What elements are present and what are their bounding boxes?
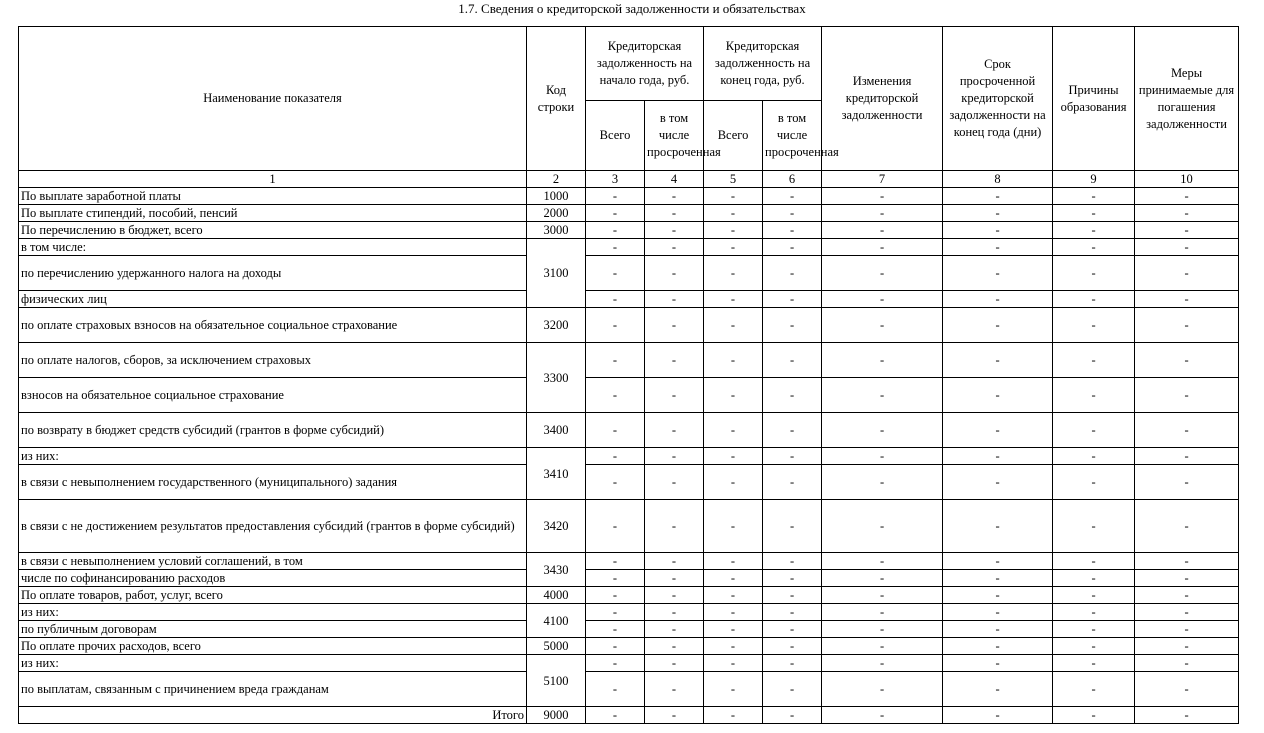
value-cell: - [1053, 500, 1135, 553]
value-cell: - [1053, 256, 1135, 291]
value-cell: - [822, 256, 943, 291]
value-cell: - [822, 655, 943, 672]
row-code: 3100 [527, 239, 586, 308]
value-cell: - [586, 256, 645, 291]
value-cell: - [586, 378, 645, 413]
value-cell: - [645, 448, 704, 465]
value-cell: - [645, 378, 704, 413]
header-end-of-year: Кредиторская задолженность на конец года, руб. [704, 27, 822, 101]
value-cell: - [1135, 587, 1239, 604]
value-cell: - [1135, 256, 1239, 291]
value-cell: - [1053, 655, 1135, 672]
row-name: По перечислению в бюджет, всего [19, 222, 527, 239]
table-row [19, 378, 1239, 413]
value-cell: - [822, 604, 943, 621]
value-cell: - [1135, 448, 1239, 465]
value-cell: - [822, 308, 943, 343]
value-cell: - [586, 553, 645, 570]
value-cell: - [822, 343, 943, 378]
value-cell: - [943, 655, 1053, 672]
value-cell: - [822, 707, 943, 724]
table-row [19, 222, 1239, 239]
value-cell: - [586, 291, 645, 308]
row-code: 3300 [527, 343, 586, 413]
table-row [19, 343, 1239, 378]
value-cell: - [704, 222, 763, 239]
value-cell: - [1135, 570, 1239, 587]
value-cell: - [822, 672, 943, 707]
value-cell: - [645, 343, 704, 378]
value-cell: - [586, 500, 645, 553]
value-cell: - [1053, 343, 1135, 378]
value-cell: - [645, 570, 704, 587]
header-end-overdue: в том числе просроченная [763, 101, 822, 171]
value-cell: - [704, 256, 763, 291]
value-cell: - [704, 291, 763, 308]
value-cell: - [943, 570, 1053, 587]
value-cell: - [943, 343, 1053, 378]
value-cell: - [1135, 553, 1239, 570]
row-code: 2000 [527, 205, 586, 222]
value-cell: - [645, 308, 704, 343]
value-cell: - [1053, 291, 1135, 308]
header-name: Наименование показателя [19, 27, 527, 171]
row-name: в связи с невыполнением государственного (муниципального) задания [19, 465, 527, 500]
table-row [19, 570, 1239, 587]
value-cell: - [1135, 378, 1239, 413]
table-row [19, 621, 1239, 638]
value-cell: - [822, 587, 943, 604]
row-name: По выплате заработной платы [19, 188, 527, 205]
value-cell: - [1053, 553, 1135, 570]
header-start-total: Всего [586, 101, 645, 171]
value-cell: - [763, 222, 822, 239]
value-cell: - [1053, 465, 1135, 500]
value-cell: - [763, 621, 822, 638]
value-cell: - [1053, 378, 1135, 413]
row-name: числе по софинансированию расходов [19, 570, 527, 587]
value-cell: - [763, 465, 822, 500]
value-cell: - [822, 413, 943, 448]
value-cell: - [763, 308, 822, 343]
value-cell: - [943, 707, 1053, 724]
value-cell: - [763, 291, 822, 308]
value-cell: - [763, 413, 822, 448]
value-cell: - [943, 239, 1053, 256]
value-cell: - [943, 621, 1053, 638]
row-name: по выплатам, связанным с причинением вреда гражданам [19, 672, 527, 707]
row-name: из них: [19, 448, 527, 465]
value-cell: - [1053, 222, 1135, 239]
row-code: 3000 [527, 222, 586, 239]
value-cell: - [1053, 604, 1135, 621]
value-cell: - [943, 604, 1053, 621]
value-cell: - [1053, 308, 1135, 343]
value-cell: - [822, 222, 943, 239]
row-name: физических лиц [19, 291, 527, 308]
col-number: 2 [527, 171, 586, 188]
table-row [19, 465, 1239, 500]
value-cell: - [704, 500, 763, 553]
value-cell: - [943, 378, 1053, 413]
header-code: Код строки [527, 27, 586, 171]
value-cell: - [704, 604, 763, 621]
table-row [19, 587, 1239, 604]
value-cell: - [586, 343, 645, 378]
col-number: 4 [645, 171, 704, 188]
value-cell: - [586, 707, 645, 724]
row-name: По оплате товаров, работ, услуг, всего [19, 587, 527, 604]
value-cell: - [1135, 343, 1239, 378]
value-cell: - [822, 500, 943, 553]
value-cell: - [1053, 448, 1135, 465]
value-cell: - [763, 672, 822, 707]
row-name: по возврату в бюджет средств субсидий (грантов в форме субсидий) [19, 413, 527, 448]
value-cell: - [943, 672, 1053, 707]
value-cell: - [586, 587, 645, 604]
col-number: 1 [19, 171, 527, 188]
value-cell: - [822, 239, 943, 256]
value-cell: - [704, 465, 763, 500]
row-name: из них: [19, 655, 527, 672]
value-cell: - [822, 291, 943, 308]
value-cell: - [586, 188, 645, 205]
value-cell: - [704, 413, 763, 448]
row-code: 3430 [527, 553, 586, 587]
value-cell: - [943, 188, 1053, 205]
value-cell: - [645, 291, 704, 308]
value-cell: - [1135, 205, 1239, 222]
row-code: 5000 [527, 638, 586, 655]
value-cell: - [704, 707, 763, 724]
row-name: в связи с невыполнением условий соглашений, в том [19, 553, 527, 570]
value-cell: - [1053, 239, 1135, 256]
header-overdue-term: Срок просроченной кредиторской задолженности на конец года (дни) [943, 27, 1053, 171]
value-cell: - [943, 413, 1053, 448]
value-cell: - [586, 465, 645, 500]
value-cell: - [645, 672, 704, 707]
value-cell: - [763, 707, 822, 724]
header-start-of-year: Кредиторская задолженность на начало года, руб. [586, 27, 704, 101]
value-cell: - [704, 188, 763, 205]
table-row [19, 638, 1239, 655]
value-cell: - [645, 465, 704, 500]
value-cell: - [822, 465, 943, 500]
value-cell: - [645, 587, 704, 604]
value-cell: - [1135, 308, 1239, 343]
value-cell: - [1135, 672, 1239, 707]
value-cell: - [1135, 413, 1239, 448]
value-cell: - [822, 570, 943, 587]
value-cell: - [943, 553, 1053, 570]
col-number: 3 [586, 171, 645, 188]
value-cell: - [586, 448, 645, 465]
row-name: По оплате прочих расходов, всего [19, 638, 527, 655]
row-code: 3420 [527, 500, 586, 553]
value-cell: - [645, 621, 704, 638]
table-row [19, 291, 1239, 308]
value-cell: - [763, 604, 822, 621]
table-row [19, 239, 1239, 256]
value-cell: - [1053, 621, 1135, 638]
value-cell: - [586, 604, 645, 621]
value-cell: - [943, 500, 1053, 553]
row-name: по оплате страховых взносов на обязательное социальное страхование [19, 308, 527, 343]
header-start-overdue: в том числе просроченная [645, 101, 704, 171]
table-row [19, 308, 1239, 343]
creditor-debt-table [18, 26, 1239, 724]
value-cell: - [943, 256, 1053, 291]
row-code: 4100 [527, 604, 586, 638]
col-number: 9 [1053, 171, 1135, 188]
value-cell: - [645, 638, 704, 655]
header-changes: Изменения кредиторской задолженности [822, 27, 943, 171]
table-row [19, 672, 1239, 707]
row-code: 3410 [527, 448, 586, 500]
value-cell: - [943, 308, 1053, 343]
value-cell: - [645, 239, 704, 256]
row-name: По выплате стипендий, пособий, пенсий [19, 205, 527, 222]
value-cell: - [1053, 188, 1135, 205]
column-numbers-row [19, 171, 1239, 188]
value-cell: - [586, 672, 645, 707]
row-name: из них: [19, 604, 527, 621]
value-cell: - [1053, 672, 1135, 707]
value-cell: - [704, 672, 763, 707]
value-cell: - [943, 587, 1053, 604]
value-cell: - [822, 188, 943, 205]
value-cell: - [1135, 291, 1239, 308]
value-cell: - [822, 448, 943, 465]
value-cell: - [822, 378, 943, 413]
value-cell: - [763, 378, 822, 413]
value-cell: - [763, 448, 822, 465]
value-cell: - [1053, 707, 1135, 724]
value-cell: - [943, 222, 1053, 239]
col-number: 5 [704, 171, 763, 188]
value-cell: - [704, 621, 763, 638]
value-cell: - [704, 308, 763, 343]
value-cell: - [763, 239, 822, 256]
table-row [19, 604, 1239, 621]
table-row [19, 655, 1239, 672]
row-code: 1000 [527, 188, 586, 205]
value-cell: - [586, 638, 645, 655]
value-cell: - [763, 188, 822, 205]
value-cell: - [763, 638, 822, 655]
value-cell: - [586, 205, 645, 222]
value-cell: - [586, 239, 645, 256]
value-cell: - [586, 570, 645, 587]
value-cell: - [1135, 188, 1239, 205]
value-cell: - [943, 465, 1053, 500]
row-name: взносов на обязательное социальное страхование [19, 378, 527, 413]
row-code: 5100 [527, 655, 586, 707]
value-cell: - [763, 343, 822, 378]
value-cell: - [586, 413, 645, 448]
value-cell: - [1135, 500, 1239, 553]
value-cell: - [704, 638, 763, 655]
value-cell: - [704, 378, 763, 413]
value-cell: - [645, 553, 704, 570]
row-code: 3400 [527, 413, 586, 448]
value-cell: - [1053, 570, 1135, 587]
value-cell: - [1135, 604, 1239, 621]
value-cell: - [704, 343, 763, 378]
value-cell: - [645, 604, 704, 621]
value-cell: - [822, 621, 943, 638]
table-row [19, 500, 1239, 553]
value-cell: - [1135, 707, 1239, 724]
value-cell: - [704, 239, 763, 256]
value-cell: - [586, 222, 645, 239]
table-row [19, 205, 1239, 222]
value-cell: - [822, 638, 943, 655]
value-cell: - [763, 205, 822, 222]
value-cell: - [943, 638, 1053, 655]
total-label: Итого [19, 707, 527, 724]
value-cell: - [586, 655, 645, 672]
col-number: 8 [943, 171, 1053, 188]
value-cell: - [645, 413, 704, 448]
value-cell: - [645, 500, 704, 553]
value-cell: - [645, 256, 704, 291]
col-number: 6 [763, 171, 822, 188]
value-cell: - [1135, 621, 1239, 638]
table-row [19, 188, 1239, 205]
row-name: по перечислению удержанного налога на доходы [19, 256, 527, 291]
value-cell: - [704, 587, 763, 604]
value-cell: - [645, 655, 704, 672]
value-cell: - [1135, 655, 1239, 672]
value-cell: - [763, 570, 822, 587]
value-cell: - [763, 655, 822, 672]
header-measures: Меры принимаемые для погашения задолженности [1135, 27, 1239, 171]
value-cell: - [763, 587, 822, 604]
value-cell: - [704, 448, 763, 465]
value-cell: - [645, 205, 704, 222]
table-row [19, 553, 1239, 570]
value-cell: - [1135, 222, 1239, 239]
value-cell: - [645, 188, 704, 205]
value-cell: - [943, 291, 1053, 308]
value-cell: - [1135, 465, 1239, 500]
value-cell: - [1053, 638, 1135, 655]
total-row [19, 707, 1239, 724]
value-cell: - [1135, 638, 1239, 655]
row-name: по публичным договорам [19, 621, 527, 638]
value-cell: - [943, 448, 1053, 465]
value-cell: - [943, 205, 1053, 222]
value-cell: - [586, 308, 645, 343]
value-cell: - [704, 205, 763, 222]
value-cell: - [704, 553, 763, 570]
row-code: 3200 [527, 308, 586, 343]
table-row [19, 448, 1239, 465]
row-name: в том числе: [19, 239, 527, 256]
row-name: по оплате налогов, сборов, за исключением страховых [19, 343, 527, 378]
table-row [19, 413, 1239, 448]
value-cell: - [704, 570, 763, 587]
value-cell: - [1053, 413, 1135, 448]
value-cell: - [1135, 239, 1239, 256]
header-end-total: Всего [704, 101, 763, 171]
col-number: 10 [1135, 171, 1239, 188]
value-cell: - [1053, 587, 1135, 604]
value-cell: - [645, 707, 704, 724]
value-cell: - [822, 553, 943, 570]
row-code: 4000 [527, 587, 586, 604]
value-cell: - [763, 500, 822, 553]
table-row [19, 256, 1239, 291]
section-title: 1.7. Сведения о кредиторской задолженности и обязательствах [458, 1, 806, 16]
value-cell: - [763, 256, 822, 291]
value-cell: - [1053, 205, 1135, 222]
total-code: 9000 [527, 707, 586, 724]
value-cell: - [822, 205, 943, 222]
value-cell: - [763, 553, 822, 570]
value-cell: - [645, 222, 704, 239]
value-cell: - [704, 655, 763, 672]
row-name: в связи с не достижением результатов предоставления субсидий (грантов в форме субсидий) [19, 500, 527, 553]
value-cell: - [586, 621, 645, 638]
col-number: 7 [822, 171, 943, 188]
header-reasons: Причины образования [1053, 27, 1135, 171]
